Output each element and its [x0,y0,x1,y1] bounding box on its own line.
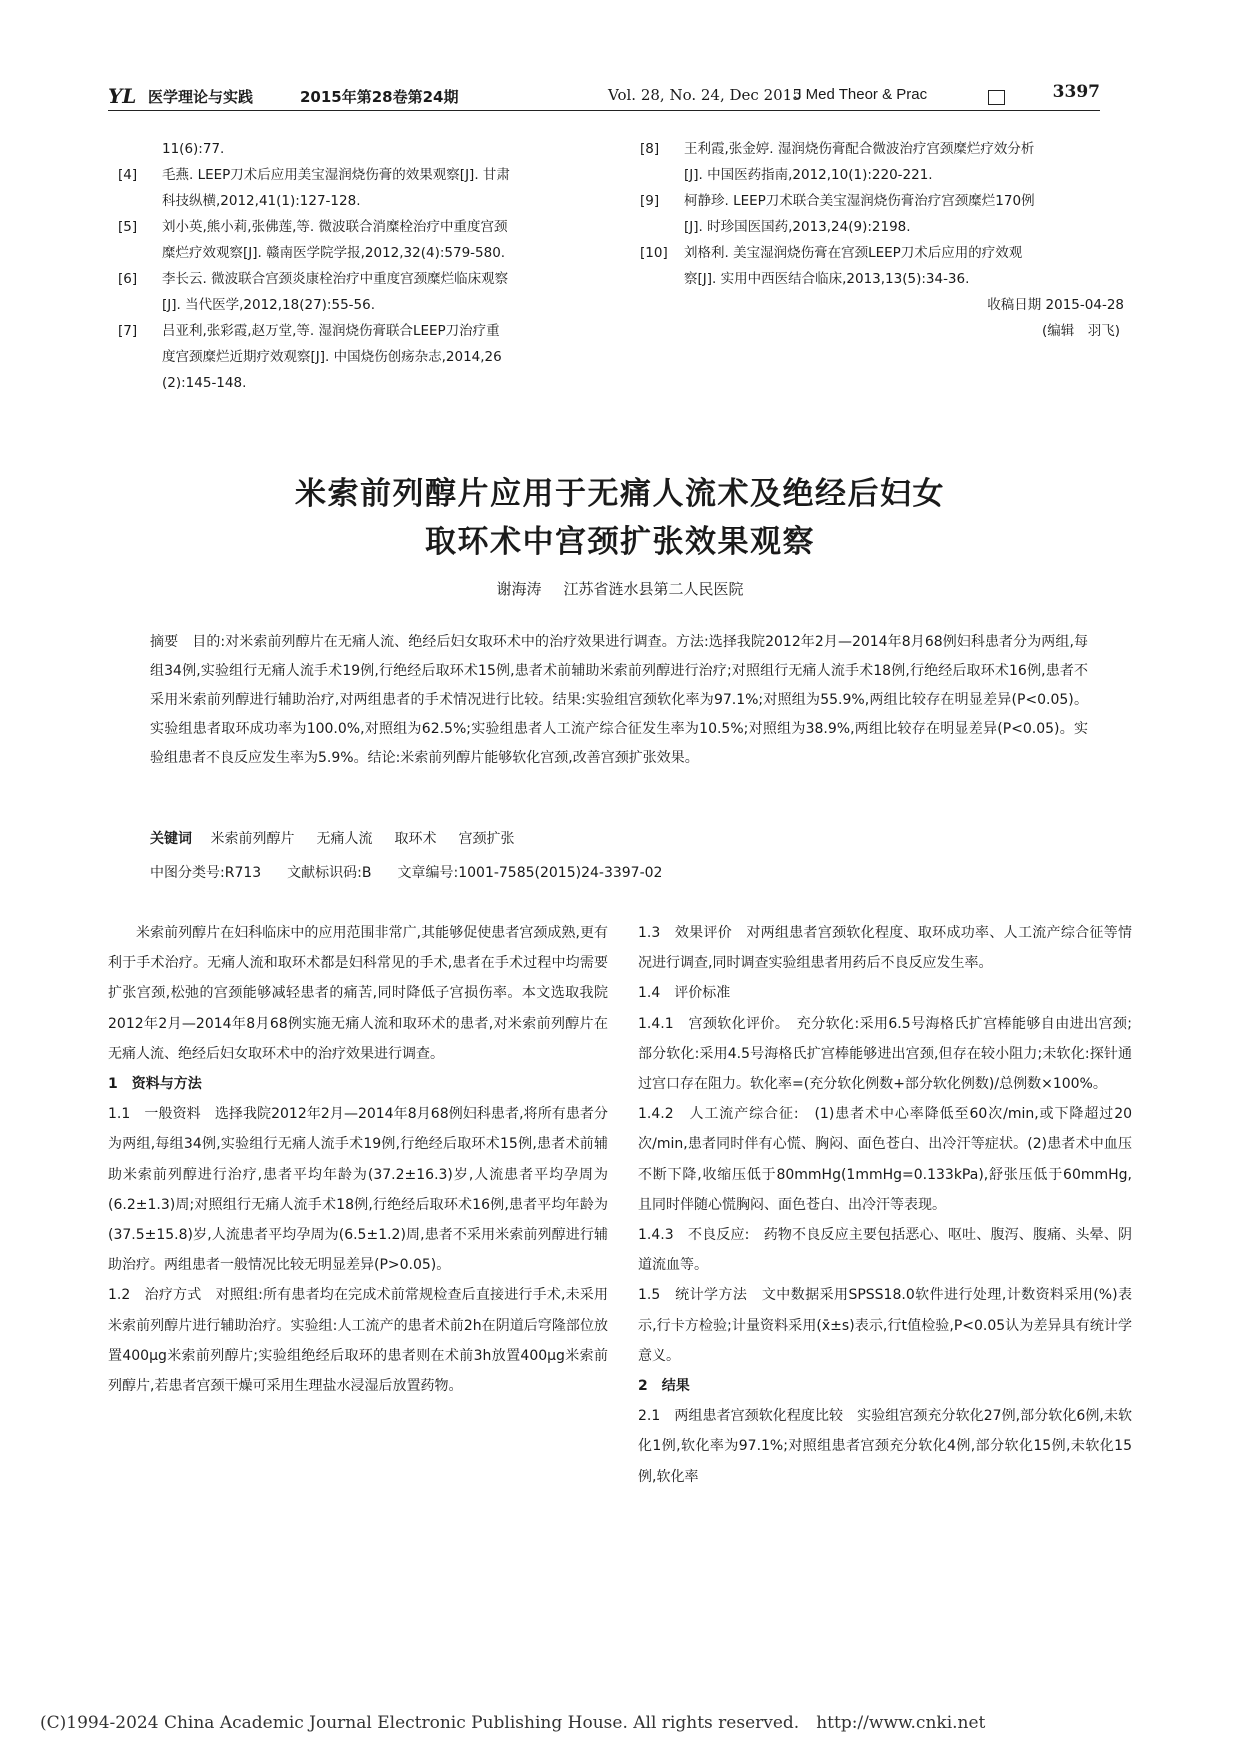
reference-line: 毛燕. LEEP刀术后应用美宝湿润烧伤膏的效果观察[J]. 甘肃 [162,167,510,183]
reference-item [118,266,620,318]
subsection-heading: 1.4.1 宫颈软化评价。 [638,1015,783,1032]
reference-number: [10] [640,245,668,261]
document-code: 文献标识码:B [287,865,372,881]
references-list [640,136,1132,292]
subsection-paragraph [108,1099,608,1280]
subsection-text: (1)患者术中心率降低至60次/min,或下降超过20次/min,患者同时伴有心慌、胸闷、面色苍白、出冷汗等症状。(2)患者术中血压不断下降,收缩压低于80mmHg(1mmHg=0.133kPa),舒张压低于60mmHg,且同时伴随心慌胸闷、面色苍白、出冷汗等表现。 [638,1106,1133,1213]
reference-item [118,214,620,266]
reference-line: 刘格利. 美宝湿润烧伤膏在宫颈LEEP刀术后应用的疗效观 [684,245,1023,261]
reference-line: 王利霞,张金婷. 湿润烧伤膏配合微波治疗宫颈糜烂疗效分析 [684,141,1035,157]
subsection-paragraph [638,1401,1132,1492]
subsection-heading: 2.1 两组患者宫颈软化程度比较 [638,1408,844,1425]
author-name: 谢海涛 [496,580,542,598]
subsection-text: 对两组患者宫颈软化程度、取环成功率、人工流产综合征等情况进行调查,同时调查实验组患者用药后不良反应发生率。 [638,925,1133,972]
reference-line: 度宫颈糜烂近期疗效观察[J]. 中国烧伤创疡杂志,2014,26 [162,349,502,365]
keyword: 宫颈扩张 [458,831,515,847]
issue-info-cn: 2015年第28卷第24期 [300,88,459,106]
subsection-text: 药物不良反应主要包括恶心、呕吐、腹泻、腹痛、头晕、阴道流血等。 [638,1227,1133,1274]
reference-number: [7] [118,323,138,339]
page-number: 3397 [1052,82,1100,102]
subsection-text: 充分软化:采用6.5号海格氏扩宫棒能够自由进出宫颈;部分软化:采用4.5号海格氏扩宫棒能够进出宫颈,但存在较小阻力;未软化:探针通过宫口存在阻力。软化率=(充分软化例数+部分软化例数)/总例数×100%。 [638,1015,1133,1093]
journal-name-en: J Med Theor & Prac [794,86,928,103]
reference-line: 吕亚利,张彩霞,赵万堂,等. 湿润烧伤膏联合LEEP刀治疗重 [162,323,500,339]
section-heading: 2 结果 [638,1378,690,1395]
subsection-paragraph [638,1099,1132,1220]
subsection-heading: 1.2 治疗方式 [108,1287,202,1304]
subsection-paragraph [638,1009,1132,1100]
author-affiliation: 江苏省涟水县第二人民医院 [563,580,744,598]
subsection-text: 对照组:所有患者均在完成术前常规检查后直接进行手术,未采用米索前列醇片进行辅助治疗。实验组:人工流产的患者术前2h在阴道后穹隆部位放置400μg米索前列醇片;实验组绝经后取环的患者则在术前3h放置400μg米索前列醇片,若患者宫颈干燥可采用生理盐水浸湿后放置药物。 [108,1287,608,1395]
article-number: 文章编号:1001-7585(2015)24-3397-02 [397,865,663,881]
title-line: 取环术中宫颈扩张效果观察 [425,524,815,560]
subsection-heading: 1.5 统计学方法 [638,1287,748,1304]
received-date: 收稿日期 2015-04-28 [987,297,1124,313]
keyword: 取环术 [394,831,437,847]
subsection-heading: 1.4.2 人工流产综合征: [638,1106,799,1123]
keyword: 无痛人流 [316,831,373,847]
section-heading: 1 资料与方法 [108,1076,202,1093]
reference-item [118,318,620,396]
reference-number: [8] [640,141,660,157]
subsection-heading: 1.3 效果评价 [638,925,733,941]
subsection-text: 实验组宫颈充分软化27例,部分软化6例,未软化1例,软化率为97.1%;对照组患者宫颈充分软化4例,部分软化15例,未软化15例,软化率 [638,1408,1132,1485]
reference-line: 11(6):77. [162,141,225,157]
reference-number: [5] [118,219,138,235]
subsection-paragraph [638,918,1132,978]
copyright-notice: (C)1994-2024 China Academic Journal Electronic Publishing House. All rights reserved. http://www.cnki.net [40,1713,986,1733]
subsection-paragraph [108,1280,608,1401]
journal-logo: YL [108,84,137,108]
keywords [150,828,1088,848]
reference-line: 李长云. 微波联合宫颈炎康栓治疗中重度宫颈糜烂临床观察 [162,271,509,287]
square-box-icon [988,90,1005,105]
reference-item [640,240,1132,292]
classification-line [150,862,1088,882]
running-header [108,82,1100,112]
subsection-heading: 1.4 评价标准 [638,985,731,1002]
volume-info: Vol. 28, No. 24, Dec 2015 [608,86,802,104]
reference-line: 察[J]. 实用中西医结合临床,2013,13(5):34-36. [684,271,970,287]
editor-note: (编辑 羽飞) [1041,323,1120,339]
reference-item [640,188,1132,240]
reference-line: [J]. 中国医药指南,2012,10(1):220-221. [684,167,933,183]
subsection-text: 选择我院2012年2月—2014年8月68例妇科患者,将所有患者分为两组,每组34例,实验组行无痛人流手术19例,行绝经后取环术15例,患者术前辅助米索前列醇进行治疗,患者平均年龄为(37.2±16.3)岁,人流患者平均孕周为(6.2±1.3)周;对照组行无痛人流手术18例,行绝经后取环术16例,患者平均年龄为(37.5±15.8)岁,人流患者平均孕周为(6.5±1.2)周,患者不采用米索前列醇进行辅助治疗。两组患者一般情况比较无明显差异(P>0.05)。 [108,1106,608,1274]
title-line: 米索前列醇片应用于无痛人流术及绝经后妇女 [295,476,945,512]
subsection-paragraph [638,1280,1132,1371]
references-right-column [640,136,1132,344]
header-rule [108,110,1100,111]
subsection-heading: 1.1 一般资料 [108,1106,201,1123]
reference-line: 科技纵横,2012,41(1):127-128. [162,193,361,209]
reference-line: 糜烂疗效观察[J]. 赣南医学院学报,2012,32(4):579-580. [162,245,506,261]
reference-number: [6] [118,271,138,287]
keywords-label: 关键词 [150,831,192,847]
reference-number: [9] [640,193,660,209]
clc-number: 中图分类号:R713 [150,865,262,881]
abstract: 摘要 目的:对米索前列醇片在无痛人流、绝经后妇女取环术中的治疗效果进行调查。方法:选择我院2012年2月—2014年8月68例妇科患者分为两组,每组34例,实验组行无痛人流手术19例,行绝经后取环术15例,患者术前辅助米索前列醇进行治疗;对照组行无痛人流手术18例,行绝经后取环术16例,患者不采用米索前列醇进行辅助治疗,对两组患者的手术情况进行比较。结果:实验组宫颈软化率为97.1%;对照组为55.9%,两组比较存在明显差异(P<0.05)。实验组患者取环成功率为100.0%,对照组为62.5%;实验组患者人工流产综合征发生率为10.5%;对照组为38.9%,两组比较存在明显差异(P<0.05)。实验组患者不良反应发生率为5.9%。结论:米索前列醇片能够软化宫颈,改善宫颈扩张效果。 [150,634,1088,766]
subsection-text: 文中数据采用SPSS18.0软件进行处理,计数资料采用(%)表示,行卡方检验;计量资料采用(x̄±s)表示,行t值检验,P<0.05认为差异具有统计学意义。 [638,1287,1133,1364]
author-line [0,578,1240,599]
reference-item [640,136,1132,188]
reference-line: (2):145-148. [162,375,247,391]
reference-item [118,162,620,214]
paragraph: 米索前列醇片在妇科临床中的应用范围非常广,其能够促使患者宫颈成熟,更有利于手术治疗。无痛人流和取环术都是妇科常见的手术,患者在手术过程中均需要扩张宫颈,松弛的宫颈能够减轻患者的痛苦,同时降低子宫损伤率。本文选取我院2012年2月—2014年8月68例实施无痛人流和取环术的患者,对米索前列醇片在无痛人流、绝经后妇女取环术中的治疗效果进行调查。 [108,925,608,1062]
reference-line: [J]. 时珍国医国药,2013,24(9):2198. [684,219,911,235]
subsection-heading: 1.4.3 不良反应: [638,1227,750,1244]
references-left-column [118,136,620,396]
keyword: 米索前列醇片 [210,831,295,847]
reference-line: 柯静珍. LEEP刀术联合美宝湿润烧伤膏治疗宫颈糜烂170例 [684,193,1035,209]
journal-name-cn: 医学理论与实践 [148,88,254,106]
reference-number: [4] [118,167,138,183]
reference-line: 刘小英,熊小莉,张佛莲,等. 微波联合消糜栓治疗中重度宫颈 [162,219,508,235]
reference-item [118,136,620,162]
body-left-column [108,918,608,1401]
reference-line: [J]. 当代医学,2012,18(27):55-56. [162,297,375,313]
body-right-column [638,918,1132,1492]
subsection-paragraph [638,1220,1132,1280]
article-title [0,470,1240,566]
